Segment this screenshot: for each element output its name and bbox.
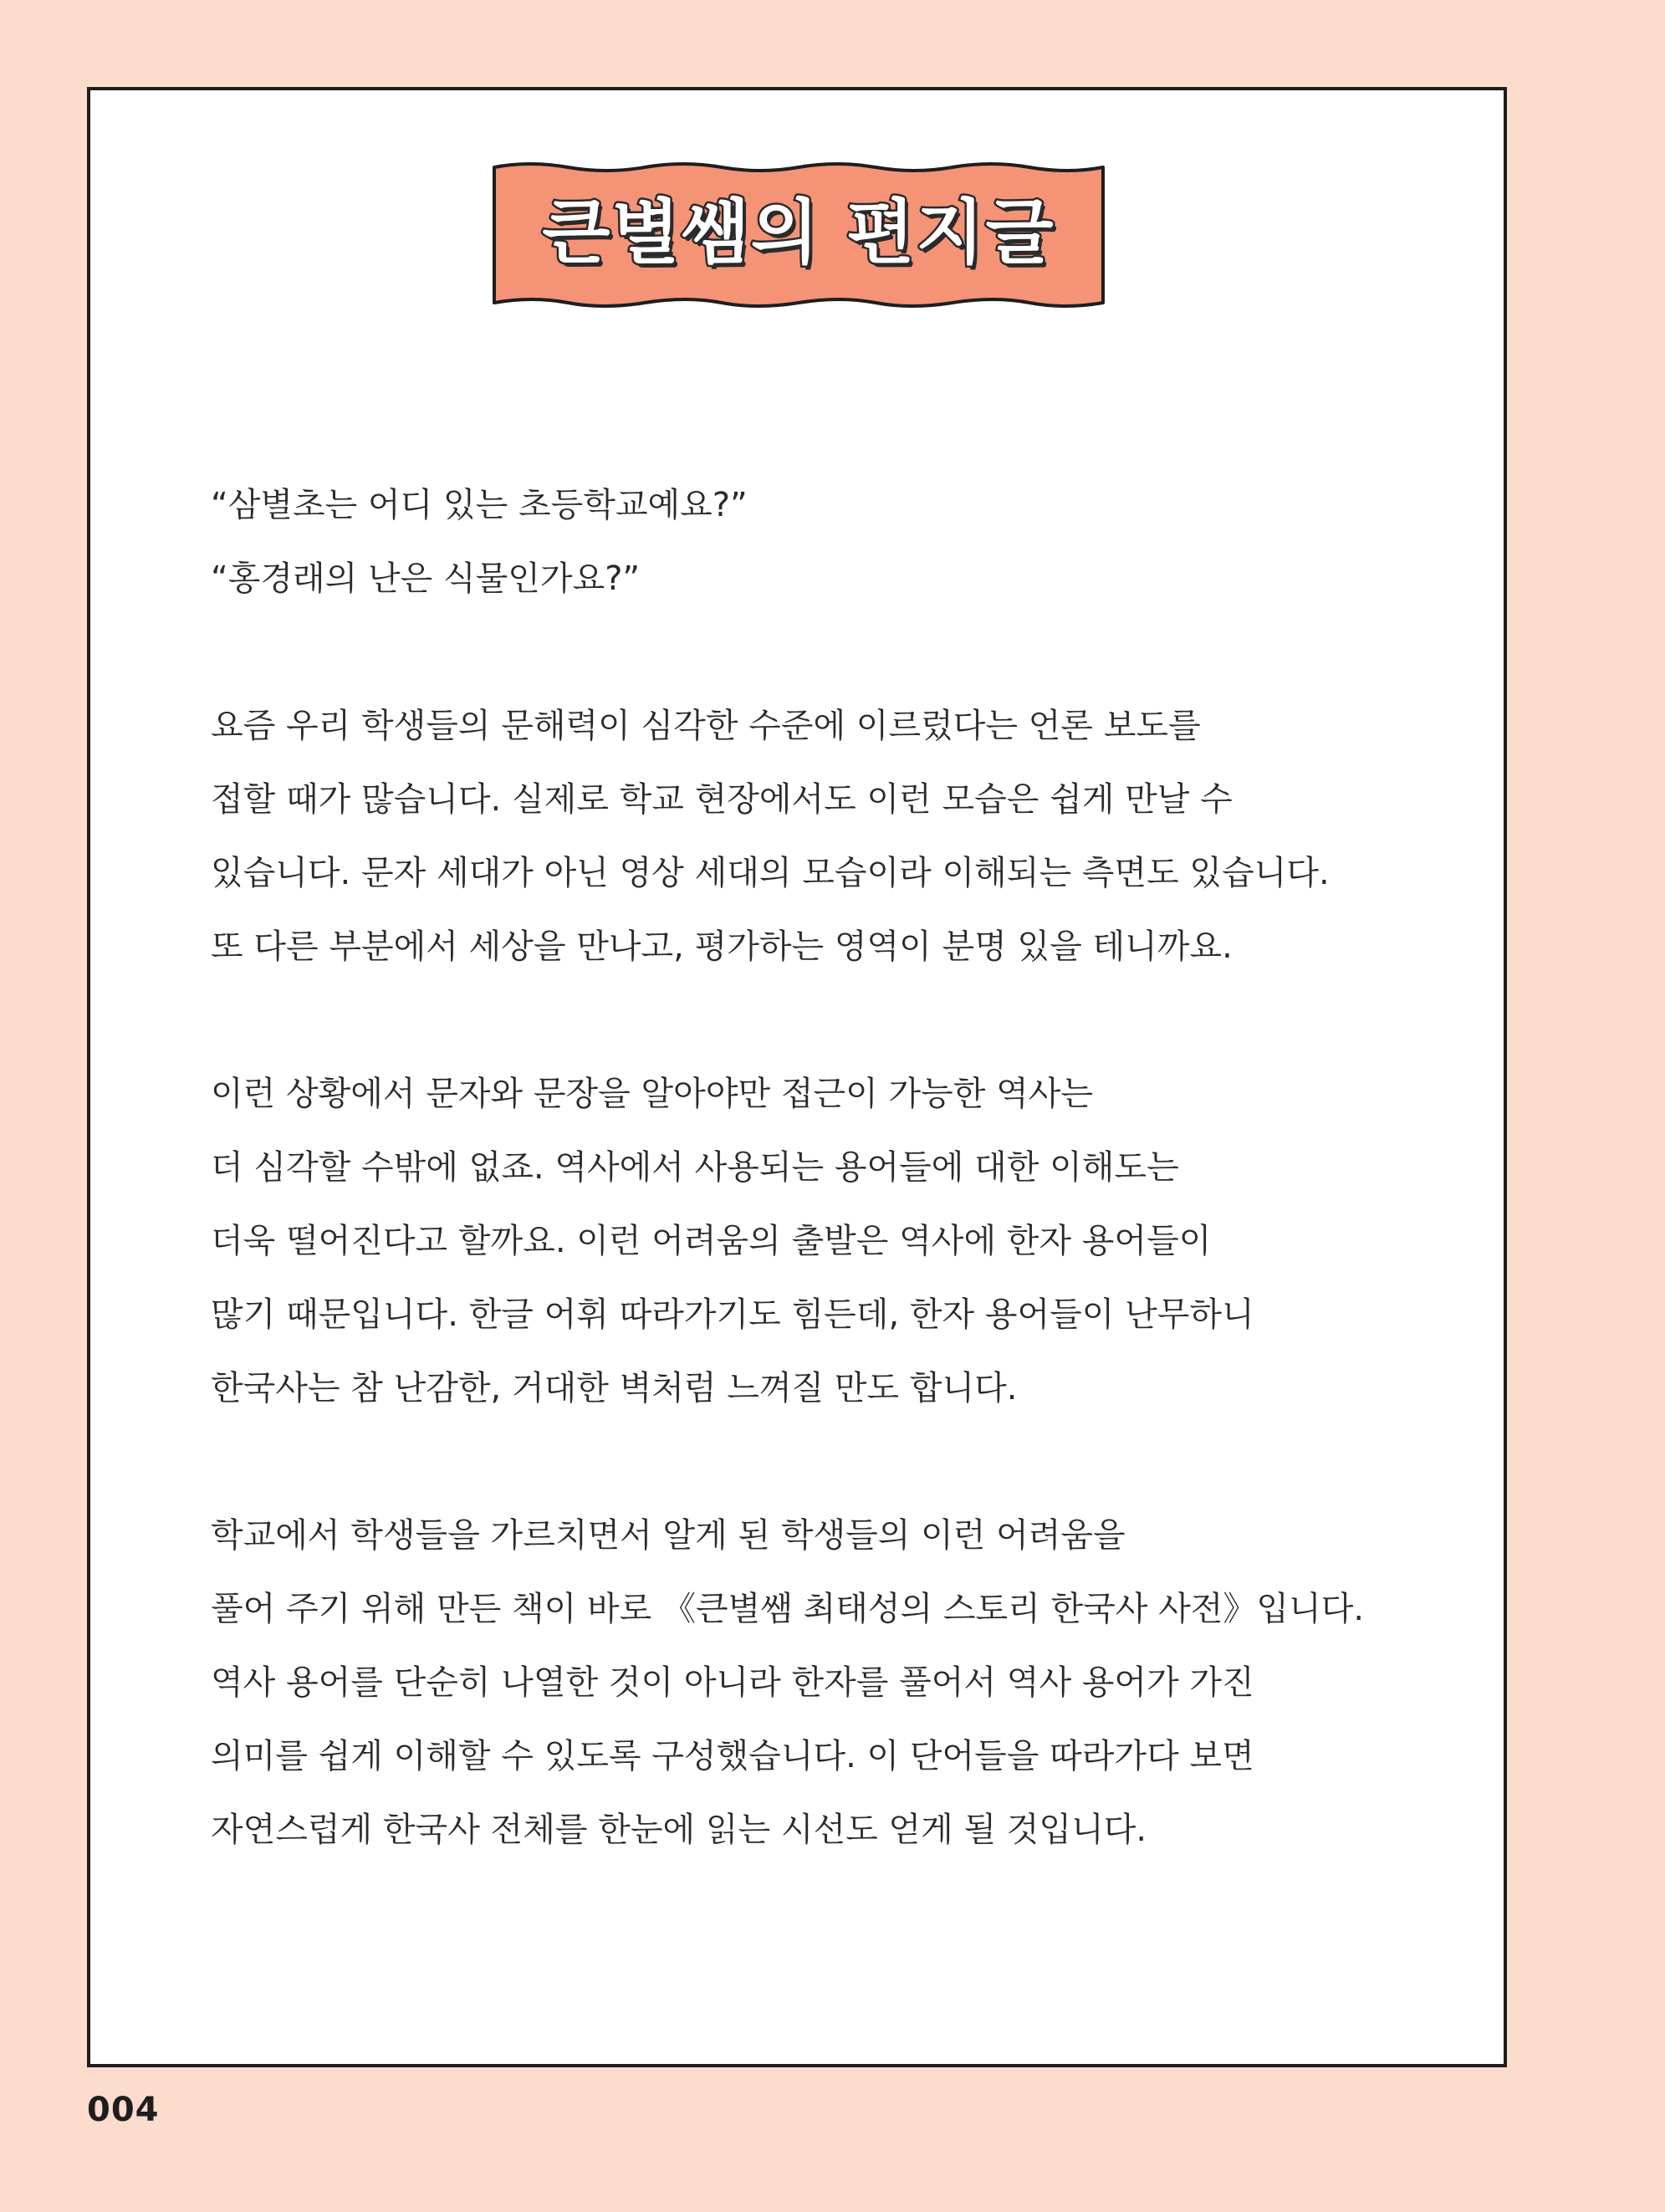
text-line: 풀어 주기 위해 만든 책이 바로 《큰별쌤 최태성의 스토리 한국사 사전》입니다. [211,1590,1365,1628]
text-line: 의미를 쉽게 이해할 수 있도록 구성했습니다. 이 단어들을 따라가다 보면 [211,1737,1254,1775]
text-line: “홍경래의 난은 식물인가요?” [211,559,641,598]
text-line: 자연스럽게 한국사 전체를 한눈에 읽는 시선도 얻게 될 것입니다. [211,1811,1147,1849]
text-line: 요즘 우리 학생들의 문해력이 심각한 수준에 이르렀다는 언론 보도를 [211,707,1201,745]
text-line: 많기 때문입니다. 한글 어휘 따라가기도 힘든데, 한자 용어들이 난무하니 [211,1295,1254,1334]
text-line: 역사 용어를 단순히 나열한 것이 아니라 한자를 풀어서 역사 용어가 가진 [211,1663,1254,1702]
letter-body [211,468,1432,1867]
paragraph [211,1499,1432,1867]
text-line: 이런 상황에서 문자와 문장을 알아야만 접근이 가능한 역사는 [211,1075,1094,1113]
text-line: 더욱 떨어진다고 할까요. 이런 어려움의 출발은 역사에 한자 용어들이 [211,1222,1212,1260]
text-line: 있습니다. 문자 세대가 아닌 영상 세대의 모습이라 이해되는 측면도 있습니다. [211,854,1330,892]
text-line: 또 다른 부분에서 세상을 만나고, 평가하는 영역이 분명 있을 테니까요. [211,927,1233,966]
text-line: “삼별초는 어디 있는 초등학교예요?” [211,486,748,524]
page-title: 큰별쌤의 편지글 [542,192,1055,273]
page-number: 004 [87,2091,160,2129]
text-line: 한국사는 참 난감한, 거대한 벽처럼 느껴질 만도 합니다. [211,1369,1018,1407]
paragraph [211,1057,1432,1425]
text-line: 접할 때가 많습니다. 실제로 학교 현장에서도 이런 모습은 쉽게 만날 수 [211,780,1233,819]
paragraph [211,689,1432,983]
title-banner [491,161,1106,311]
paragraph [211,468,1432,616]
text-line: 더 심각할 수밖에 없죠. 역사에서 사용되는 용어들에 대한 이해도는 [211,1148,1179,1187]
text-line: 학교에서 학생들을 가르치면서 알게 된 학생들의 이런 어려움을 [211,1516,1126,1555]
